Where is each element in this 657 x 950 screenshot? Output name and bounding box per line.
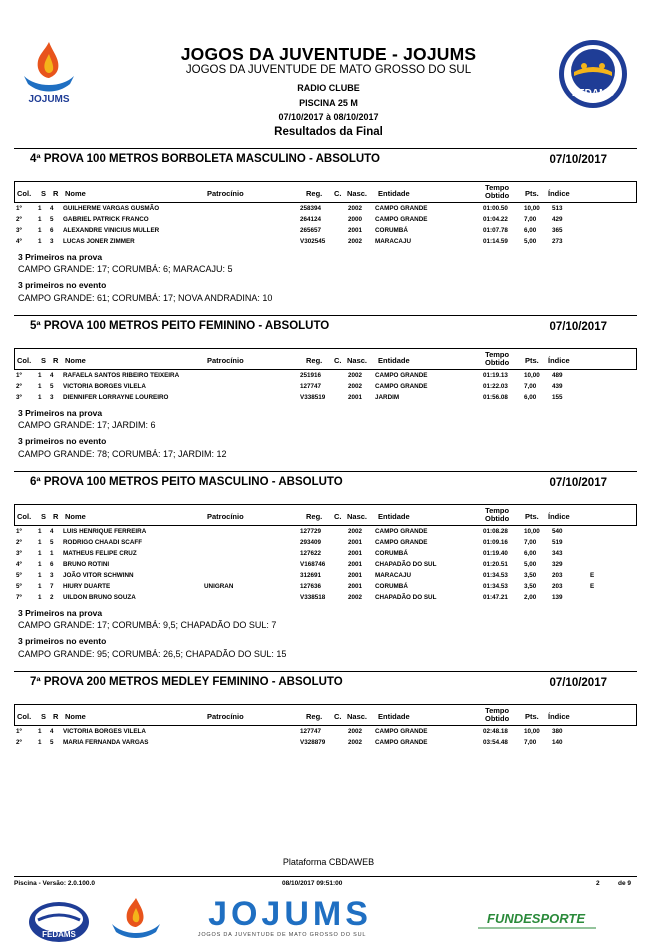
- header-indice: Índice: [548, 356, 570, 365]
- cell-ind: 439: [552, 383, 563, 390]
- cell-pat: UNIGRAN: [204, 583, 234, 590]
- cell-r: 3: [50, 238, 54, 245]
- cell-s: 1: [38, 394, 42, 401]
- cell-nasc: 2001: [348, 561, 363, 568]
- cell-col: 5º: [16, 572, 22, 579]
- cell-s: 1: [38, 583, 42, 590]
- cell-col: 2º: [16, 216, 22, 223]
- cell-tempo: 01:22.03: [483, 383, 508, 390]
- cell-tempo: 01:00.50: [483, 205, 508, 212]
- header-s: S: [41, 356, 47, 365]
- cell-ind: 139: [552, 594, 563, 601]
- cell-s: 1: [38, 594, 42, 601]
- header-patrocinio: Patrocínio: [207, 356, 244, 365]
- cell-pts: 6,00: [524, 550, 537, 557]
- cell-reg: 127729: [300, 528, 322, 535]
- report-header: [0, 0, 657, 145]
- cell-pts: 10,00: [524, 728, 540, 735]
- header-nasc: Nasc.: [347, 189, 368, 198]
- cell-r: 7: [50, 583, 54, 590]
- header-nome: Nome: [65, 189, 86, 198]
- event-date: 07/10/2017: [549, 677, 607, 689]
- cell-col: 3º: [16, 394, 22, 401]
- prova-summary-label: 3 Primeiros na prova: [18, 252, 103, 262]
- header-indice: Índice: [548, 512, 570, 521]
- cell-ent: CAMPO GRANDE: [375, 528, 428, 535]
- cell-s: 1: [38, 550, 42, 557]
- event-date: 07/10/2017: [549, 321, 607, 333]
- evento-summary-text: CAMPO GRANDE: 61; CORUMBÁ: 17; NOVA ANDRADINA: 10: [18, 293, 273, 303]
- cell-nasc: 2002: [348, 594, 363, 601]
- page-number: 2: [596, 880, 600, 887]
- evento-summary-text: CAMPO GRANDE: 95; CORUMBÁ: 26,5; CHAPADÃO DO SUL: 15: [18, 649, 287, 659]
- cell-col: 2º: [16, 539, 22, 546]
- cell-tempo: 01:56.08: [483, 394, 508, 401]
- header-tempo: Tempo Obtido: [485, 706, 510, 723]
- prova-summary-label: 3 Primeiros na prova: [18, 408, 103, 418]
- club-name: RADIO CLUBE: [297, 83, 360, 93]
- header-r: R: [53, 189, 59, 198]
- cell-pts: 7,00: [524, 539, 537, 546]
- table-row: [14, 726, 637, 737]
- table-row: [14, 592, 637, 603]
- cell-s: 1: [38, 205, 42, 212]
- cell-col: 4º: [16, 238, 22, 245]
- cell-tempo: 03:54.48: [483, 739, 508, 746]
- cell-tempo: 01:08.28: [483, 528, 508, 535]
- header-col: Col.: [17, 356, 32, 365]
- page-total: de 9: [618, 880, 632, 887]
- cell-tempo: 01:19.13: [483, 372, 508, 379]
- cell-flag: E: [590, 583, 595, 590]
- cell-ent: CORUMBÁ: [375, 550, 408, 557]
- header-entidade: Entidade: [378, 712, 410, 721]
- sponsor-logo-bar: [0, 892, 657, 950]
- cell-ind: 273: [552, 238, 563, 245]
- cell-ind: 489: [552, 372, 563, 379]
- event-title: 7ª PROVA 200 METROS MEDLEY FEMININO - ABSOLUTO: [30, 676, 343, 688]
- table-row: [14, 203, 637, 214]
- header-r: R: [53, 512, 59, 521]
- header-nasc: Nasc.: [347, 512, 368, 521]
- cell-ent: CAMPO GRANDE: [375, 383, 428, 390]
- jojums-logo-text: JOJUMS: [28, 94, 70, 105]
- cell-pts: 7,00: [524, 383, 537, 390]
- fedams-seal-logo: [556, 38, 630, 110]
- page-footer: [14, 876, 637, 887]
- evento-summary-label: 3 primeiros no evento: [18, 280, 107, 290]
- cell-reg: 127622: [300, 550, 322, 557]
- cell-nome: GUILHERME VARGAS GUSMÃO: [63, 205, 160, 212]
- cell-ind: 540: [552, 528, 563, 535]
- header-pts: Pts.: [525, 356, 539, 365]
- header-c: C.: [334, 512, 342, 521]
- cell-r: 5: [50, 539, 54, 546]
- cell-nasc: 2001: [348, 583, 363, 590]
- cell-ent: MARACAJU: [375, 572, 412, 579]
- cell-pts: 10,00: [524, 372, 540, 379]
- section-divider: [14, 148, 637, 149]
- cell-nome: VICTORIA BORGES VILELA: [63, 728, 146, 735]
- header-entidade: Entidade: [378, 189, 410, 198]
- cell-ind: 380: [552, 728, 563, 735]
- cell-reg: V328879: [300, 739, 326, 746]
- cell-reg: 127636: [300, 583, 322, 590]
- cell-s: 1: [38, 539, 42, 546]
- cell-reg: 264124: [300, 216, 322, 223]
- cell-col: 1º: [16, 205, 22, 212]
- cell-s: 1: [38, 572, 42, 579]
- table-row: [14, 526, 637, 537]
- cell-ent: CHAPADÃO DO SUL: [375, 594, 437, 601]
- results-table-header: [14, 704, 637, 726]
- cell-nasc: 2002: [348, 372, 363, 379]
- cell-nome: RAFAELA SANTOS RIBEIRO TEIXEIRA: [63, 372, 180, 379]
- header-s: S: [41, 512, 47, 521]
- cell-tempo: 02:48.18: [483, 728, 508, 735]
- header-tempo: Tempo Obtido: [485, 183, 510, 200]
- cell-r: 3: [50, 394, 54, 401]
- cell-s: 1: [38, 528, 42, 535]
- cell-tempo: 01:04.22: [483, 216, 508, 223]
- header-c: C.: [334, 189, 342, 198]
- cell-nasc: 2002: [348, 238, 363, 245]
- cell-nasc: 2002: [348, 739, 363, 746]
- event-title: 5ª PROVA 100 METROS PEITO FEMININO - ABSOLUTO: [30, 320, 330, 332]
- cell-reg: 251916: [300, 372, 322, 379]
- event-date: 07/10/2017: [549, 154, 607, 166]
- cell-ind: 365: [552, 227, 563, 234]
- cell-ind: 155: [552, 394, 563, 401]
- section-divider: [14, 315, 637, 316]
- cell-nome: MARIA FERNANDA VARGAS: [63, 739, 149, 746]
- cell-col: 7º: [16, 594, 22, 601]
- header-entidade: Entidade: [378, 512, 410, 521]
- page-subtitle: JOGOS DA JUVENTUDE DE MATO GROSSO DO SUL: [185, 64, 472, 76]
- svg-text:FEDAMS: FEDAMS: [42, 930, 76, 939]
- cell-ent: CAMPO GRANDE: [375, 728, 428, 735]
- header-nasc: Nasc.: [347, 712, 368, 721]
- header-tempo: Tempo Obtido: [485, 506, 510, 523]
- cell-nome: LUIS HENRIQUE FERREIRA: [63, 528, 147, 535]
- cell-col: 3º: [16, 550, 22, 557]
- header-indice: Índice: [548, 712, 570, 721]
- cell-pts: 10,00: [524, 205, 540, 212]
- cell-nome: RODRIGO CHAADI SCAFF: [63, 539, 143, 546]
- evento-summary-label: 3 primeiros no evento: [18, 436, 107, 446]
- header-s: S: [41, 712, 47, 721]
- cell-ent: CHAPADÃO DO SUL: [375, 561, 437, 568]
- cell-s: 1: [38, 739, 42, 746]
- header-c: C.: [334, 712, 342, 721]
- cell-s: 1: [38, 238, 42, 245]
- cell-nome: ALEXANDRE VINICIUS MULLER: [63, 227, 160, 234]
- evento-summary-text: CAMPO GRANDE: 78; CORUMBÁ: 17; JARDIM: 12: [18, 449, 227, 459]
- cell-nasc: 2002: [348, 205, 363, 212]
- cell-tempo: 01:34.53: [483, 583, 508, 590]
- cell-r: 4: [50, 728, 54, 735]
- cell-nasc: 2001: [348, 539, 363, 546]
- jojums-bottom-subtitle: JOGOS DA JUVENTUDE DE MATO GROSSO DO SUL: [197, 932, 367, 938]
- cell-reg: V338519: [300, 394, 326, 401]
- cell-nome: BRUNO ROTINI: [63, 561, 110, 568]
- table-row: [14, 236, 637, 247]
- cell-s: 1: [38, 227, 42, 234]
- cell-col: 2º: [16, 383, 22, 390]
- cell-reg: 265657: [300, 227, 322, 234]
- cell-col: 1º: [16, 728, 22, 735]
- cell-pts: 7,00: [524, 216, 537, 223]
- header-reg: Reg.: [306, 712, 323, 721]
- cell-nasc: 2000: [348, 216, 363, 223]
- table-row: [14, 392, 637, 403]
- cell-pts: 10,00: [524, 528, 540, 535]
- cell-r: 6: [50, 227, 54, 234]
- cell-nasc: 2002: [348, 383, 363, 390]
- cell-reg: 258394: [300, 205, 322, 212]
- prova-summary-text: CAMPO GRANDE: 17; JARDIM: 6: [18, 420, 156, 430]
- cell-nasc: 2001: [348, 550, 363, 557]
- cell-ind: 519: [552, 539, 563, 546]
- cell-ind: 343: [552, 550, 563, 557]
- header-reg: Reg.: [306, 356, 323, 365]
- header-nome: Nome: [65, 512, 86, 521]
- cell-nome: JOÃO VITOR SCHWINN: [63, 572, 134, 579]
- cell-col: 2º: [16, 739, 22, 746]
- cell-col: 1º: [16, 528, 22, 535]
- cell-col: 5º: [16, 583, 22, 590]
- cell-r: 6: [50, 561, 54, 568]
- table-row: [14, 548, 637, 559]
- cell-pts: 5,00: [524, 561, 537, 568]
- cell-flag: E: [590, 572, 595, 579]
- evento-summary-label: 3 primeiros no evento: [18, 636, 107, 646]
- cell-ent: CAMPO GRANDE: [375, 739, 428, 746]
- header-nasc: Nasc.: [347, 356, 368, 365]
- cell-nome: MATHEUS FELIPE CRUZ: [63, 550, 137, 557]
- cell-reg: 312691: [300, 572, 322, 579]
- section-divider: [14, 671, 637, 672]
- page-title: JOGOS DA JUVENTUDE - JOJUMS: [180, 44, 477, 64]
- cell-col: 3º: [16, 227, 22, 234]
- table-row: [14, 570, 637, 581]
- header-nome: Nome: [65, 356, 86, 365]
- table-row: [14, 581, 637, 592]
- cell-tempo: 01:09.16: [483, 539, 508, 546]
- header-pts: Pts.: [525, 512, 539, 521]
- header-indice: Índice: [548, 189, 570, 198]
- cell-nome: HIURY DUARTE: [63, 583, 111, 590]
- cell-pts: 3,50: [524, 572, 537, 579]
- table-row: [14, 370, 637, 381]
- prova-summary-text: CAMPO GRANDE: 17; CORUMBÁ: 6; MARACAJU: 5: [18, 264, 233, 274]
- cell-ent: CAMPO GRANDE: [375, 372, 428, 379]
- cell-ind: 329: [552, 561, 563, 568]
- cell-pts: 5,00: [524, 238, 537, 245]
- cell-tempo: 01:19.40: [483, 550, 508, 557]
- results-table-header: [14, 348, 637, 370]
- cell-reg: 127747: [300, 728, 322, 735]
- event-title: 6ª PROVA 100 METROS PEITO MASCULINO - ABSOLUTO: [30, 476, 343, 488]
- header-patrocinio: Patrocínio: [207, 189, 244, 198]
- cell-nome: LUCAS JONER ZIMMER: [63, 238, 135, 245]
- cell-ent: CAMPO GRANDE: [375, 539, 428, 546]
- table-row: [14, 381, 637, 392]
- header-s: S: [41, 189, 47, 198]
- jojums-bottom-flame-icon: [112, 898, 160, 938]
- prova-summary-text: CAMPO GRANDE: 17; CORUMBÁ: 9,5; CHAPADÃO DO SUL: 7: [18, 620, 277, 630]
- cell-nasc: 2002: [348, 528, 363, 535]
- header-pts: Pts.: [525, 712, 539, 721]
- cell-pts: 7,00: [524, 739, 537, 746]
- cell-ind: 203: [552, 572, 563, 579]
- header-pts: Pts.: [525, 189, 539, 198]
- cell-ent: CAMPO GRANDE: [375, 216, 428, 223]
- cell-nome: UILDON BRUNO SOUZA: [63, 594, 136, 601]
- cell-pts: 2,00: [524, 594, 537, 601]
- cell-tempo: 01:34.53: [483, 572, 508, 579]
- cell-s: 1: [38, 728, 42, 735]
- version-text: Piscina - Versão: 2.0.100.0: [14, 880, 95, 887]
- cell-col: 1º: [16, 372, 22, 379]
- cell-r: 2: [50, 594, 54, 601]
- cell-nasc: 2001: [348, 572, 363, 579]
- pool-info: PISCINA 25 M: [299, 98, 358, 108]
- table-row: [14, 559, 637, 570]
- cell-nome: GABRIEL PATRICK FRANCO: [63, 216, 149, 223]
- cell-s: 1: [38, 216, 42, 223]
- header-col: Col.: [17, 712, 32, 721]
- fundesporte-logo: FUNDESPORTE: [487, 911, 585, 926]
- cell-reg: V168746: [300, 561, 326, 568]
- cell-nasc: 2002: [348, 728, 363, 735]
- table-row: [14, 225, 637, 236]
- header-col: Col.: [17, 189, 32, 198]
- prova-summary-label: 3 Primeiros na prova: [18, 608, 103, 618]
- header-r: R: [53, 356, 59, 365]
- header-reg: Reg.: [306, 512, 323, 521]
- cell-s: 1: [38, 383, 42, 390]
- cell-ent: CORUMBÁ: [375, 583, 408, 590]
- cell-nome: VICTORIA BORGES VILELA: [63, 383, 146, 390]
- fedams-logo-text: FEDAMS: [571, 88, 615, 99]
- cell-ent: JARDIM: [375, 394, 400, 401]
- header-tempo: Tempo Obtido: [485, 350, 510, 367]
- cell-tempo: 01:20.51: [483, 561, 508, 568]
- header-patrocinio: Patrocínio: [207, 512, 244, 521]
- cell-tempo: 01:07.78: [483, 227, 508, 234]
- cell-r: 4: [50, 205, 54, 212]
- platform-label: Plataforma CBDAWEB: [282, 857, 375, 867]
- header-c: C.: [334, 356, 342, 365]
- jojums-bottom-wordmark: JOJUMS: [208, 895, 372, 933]
- cell-reg: V302545: [300, 238, 326, 245]
- event-date: 07/10/2017: [549, 477, 607, 489]
- cell-ind: 203: [552, 583, 563, 590]
- cell-tempo: 01:14.59: [483, 238, 508, 245]
- cell-r: 5: [50, 739, 54, 746]
- fedams-bottom-logo: [29, 902, 89, 942]
- cell-r: 5: [50, 216, 54, 223]
- table-row: [14, 737, 637, 748]
- cell-ent: MARACAJU: [375, 238, 412, 245]
- cell-nasc: 2001: [348, 227, 363, 234]
- cell-r: 1: [50, 550, 54, 557]
- cell-r: 4: [50, 528, 54, 535]
- cell-pts: 3,50: [524, 583, 537, 590]
- cell-r: 3: [50, 572, 54, 579]
- cell-ind: 140: [552, 739, 563, 746]
- event-title: 4ª PROVA 100 METROS BORBOLETA MASCULINO - ABSOLUTO: [30, 153, 380, 165]
- header-reg: Reg.: [306, 189, 323, 198]
- cell-s: 1: [38, 561, 42, 568]
- cell-r: 5: [50, 383, 54, 390]
- cell-ind: 513: [552, 205, 563, 212]
- table-row: [14, 537, 637, 548]
- timestamp-text: 08/10/2017 09:51:00: [282, 880, 343, 887]
- results-heading: Resultados da Final: [274, 126, 383, 138]
- header-col: Col.: [17, 512, 32, 521]
- header-patrocinio: Patrocínio: [207, 712, 244, 721]
- table-row: [14, 214, 637, 225]
- results-table-header: [14, 181, 637, 203]
- date-range: 07/10/2017 à 08/10/2017: [278, 112, 379, 122]
- header-r: R: [53, 712, 59, 721]
- cell-pts: 6,00: [524, 227, 537, 234]
- results-table-header: [14, 504, 637, 526]
- cell-col: 4º: [16, 561, 22, 568]
- section-divider: [14, 471, 637, 472]
- cell-reg: 293409: [300, 539, 322, 546]
- cell-nome: DIENNIFER LORRAYNE LOUREIRO: [63, 394, 169, 401]
- cell-reg: V338518: [300, 594, 326, 601]
- cell-s: 1: [38, 372, 42, 379]
- cell-tempo: 01:47.21: [483, 594, 508, 601]
- cell-reg: 127747: [300, 383, 322, 390]
- header-nome: Nome: [65, 712, 86, 721]
- cell-ind: 429: [552, 216, 563, 223]
- cell-pts: 6,00: [524, 394, 537, 401]
- cell-nasc: 2001: [348, 394, 363, 401]
- cell-ent: CAMPO GRANDE: [375, 205, 428, 212]
- header-entidade: Entidade: [378, 356, 410, 365]
- cell-ent: CORUMBÁ: [375, 227, 408, 234]
- cell-r: 4: [50, 372, 54, 379]
